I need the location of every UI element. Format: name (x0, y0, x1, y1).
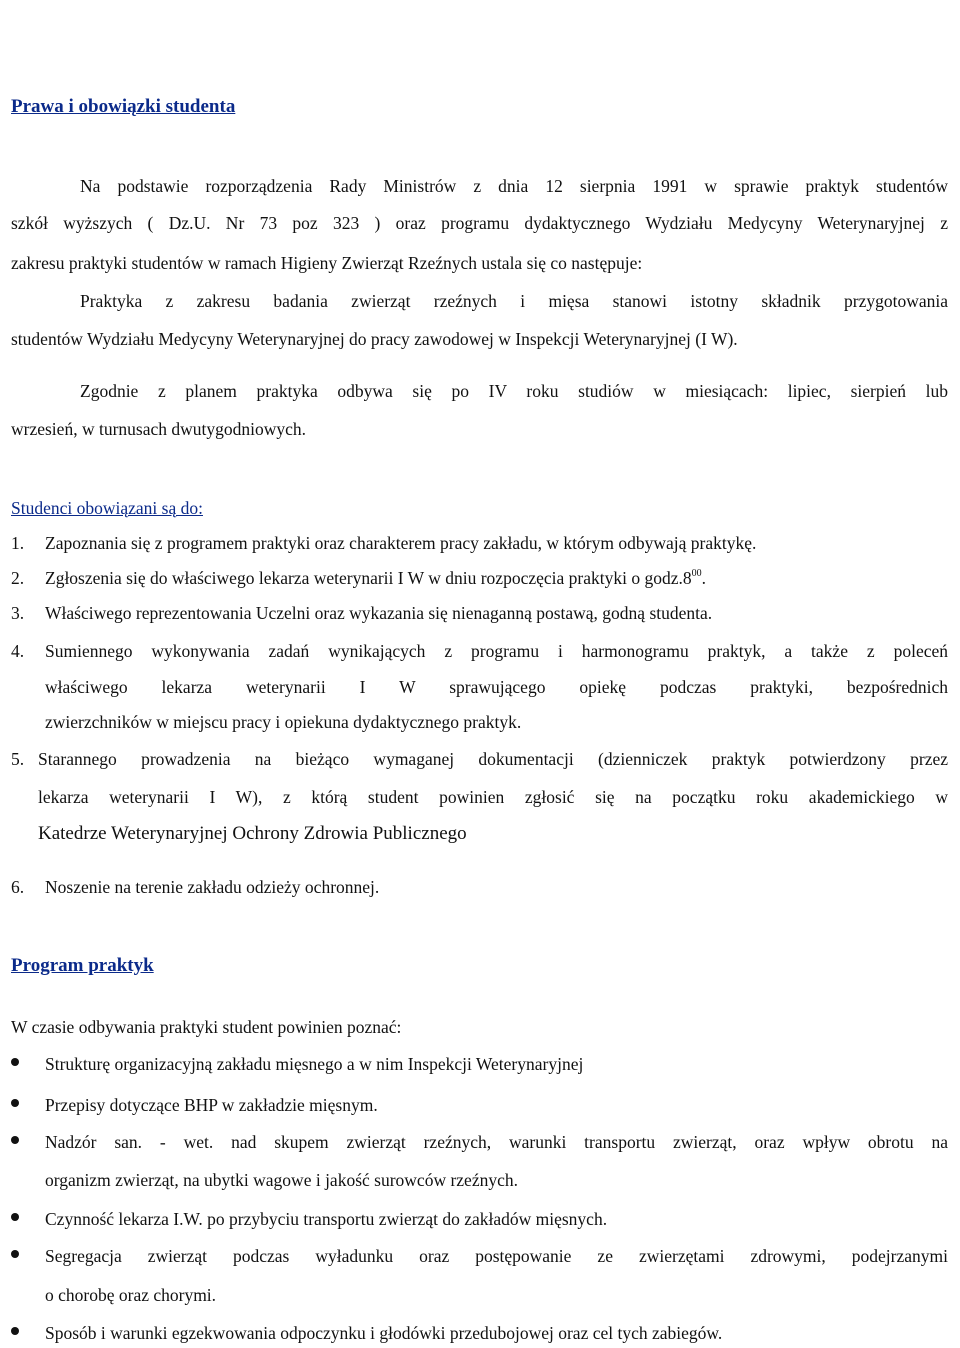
intro-line-1: Na podstawie rozporządzenia Rady Ministrów z dnia 12 sierpnia 1991 w sprawie praktyk studentów (80, 176, 948, 196)
bullet-icon (11, 1136, 19, 1144)
obligations-heading: Studenci obowiązani są do: (11, 498, 203, 518)
obligation-number: 5. (11, 749, 25, 769)
obligation-number: 2. (11, 568, 25, 588)
obligation-text: Sumiennego wykonywania zadań wynikających z programu i harmonogramu praktyk, a także z poleceń (45, 641, 948, 661)
obligation-text: Katedrze Weterynaryjnej Ochrony Zdrowia Publicznego (38, 823, 467, 844)
obligation-text: Starannego prowadzenia na bieżąco wymaganej dokumentacji (dzienniczek praktyk potwierdzony przez (38, 749, 948, 769)
obligation-text: zwierzchników w miejscu pracy i opiekuna dydaktycznego praktyk. (45, 712, 522, 732)
program-heading: Program praktyk (11, 955, 154, 976)
program-bullet-text: Sposób i warunki egzekwowania odpoczynku i głodówki przedubojowej oraz cel tych zabiegów. (45, 1323, 723, 1343)
bullet-icon (11, 1250, 19, 1258)
program-bullet-text: Strukturę organizacyjną zakładu mięsnego a w nim Inspekcji Weterynaryjnej (45, 1054, 584, 1074)
obligation-number: 6. (11, 877, 25, 897)
obligation-number: 3. (11, 603, 25, 623)
obligation-text: Zapoznania się z programem praktyki oraz charakterem pracy zakładu, w którym odbywają praktykę. (45, 533, 757, 553)
bullet-icon (11, 1213, 19, 1221)
program-intro: W czasie odbywania praktyki student powinien poznać: (11, 1017, 402, 1037)
obligation-number: 4. (11, 641, 25, 661)
intro-line-7: wrzesień, w turnusach dwutygodniowych. (11, 419, 307, 439)
program-bullet-text: o chorobę oraz chorymi. (45, 1285, 217, 1305)
program-bullet-text: Przepisy dotyczące BHP w zakładzie mięsnym. (45, 1095, 378, 1115)
obligation-text: Właściwego reprezentowania Uczelni oraz wykazania się nienaganną postawą, godną studenta. (45, 603, 713, 623)
obligation-number: 1. (11, 533, 25, 553)
obligation-text: lekarza weterynarii I W), z którą student powinien zgłosić się na początku roku akademickiego w (38, 787, 948, 807)
program-bullet-text: organizm zwierząt, na ubytki wagowe i jakość surowców rzeźnych. (45, 1170, 518, 1190)
intro-line-4: Praktyka z zakresu badania zwierząt rzeźnych i mięsa stanowi istotny składnik przygotowania (80, 291, 948, 311)
obligation-text: właściwego lekarza weterynarii I W sprawującego opiekę podczas praktyki, bezpośrednich (45, 677, 948, 697)
time-superscript: 00 (691, 568, 702, 579)
intro-line-6: Zgodnie z planem praktyka odbywa się po IV roku studiów w miesiącach: lipiec, sierpień lub (80, 381, 948, 401)
bullet-icon (11, 1327, 19, 1335)
intro-line-3: zakresu praktyki studentów w ramach Higieny Zwierząt Rzeźnych ustala się co następuje: (11, 253, 643, 273)
page-heading-rights: Prawa i obowiązki studenta (11, 96, 236, 117)
intro-line-5: studentów Wydziału Medycyny Weterynaryjnej do pracy zawodowej w Inspekcji Weterynaryjnej (I W). (11, 329, 738, 349)
bullet-icon (11, 1058, 19, 1066)
obligation-text: Zgłoszenia się do właściwego lekarza weterynarii I W w dniu rozpoczęcia praktyki o $godz.8^{00}$. (45, 568, 706, 588)
program-bullet-text: Segregacja zwierząt podczas wyładunku oraz postępowanie ze zwierzętami zdrowymi, podejrzanymi (45, 1246, 948, 1266)
obligation-text: Noszenie na terenie zakładu odzieży ochronnej. (45, 877, 380, 897)
program-bullet-text: Nadzór san. - wet. nad skupem zwierząt rzeźnych, warunki transportu zwierząt, oraz wpływ obrotu na (45, 1132, 948, 1152)
bullet-icon (11, 1099, 19, 1107)
intro-line-2: szkół wyższych ( Dz.U. Nr 73 poz 323 ) oraz programu dydaktycznego Wydziału Medycyny Weterynaryjnej z (11, 213, 948, 233)
program-bullet-text: Czynność lekarza I.W. po przybyciu transportu zwierząt do zakładów mięsnych. (45, 1209, 608, 1229)
